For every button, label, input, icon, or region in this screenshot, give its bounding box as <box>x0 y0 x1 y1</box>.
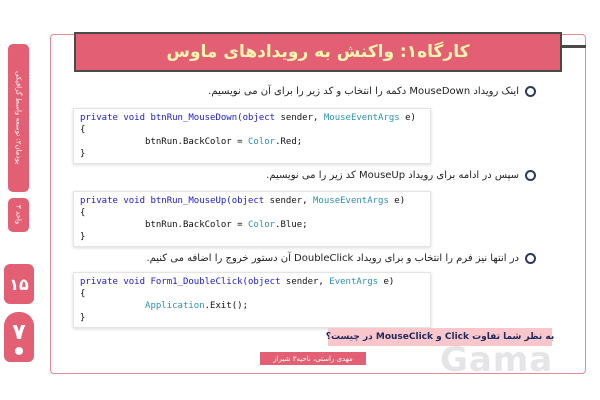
code-open-brace: { <box>80 208 86 218</box>
code-param: sender, <box>264 196 314 206</box>
code-body-suffix: .Exit(); <box>204 301 248 311</box>
code-signature <box>80 112 424 124</box>
code-param-type: MouseEventArgs <box>323 113 400 123</box>
lesson-number: ۷ <box>12 319 26 345</box>
code-block <box>73 108 431 164</box>
lesson-dot-icon <box>15 347 23 355</box>
code-open-brace: { <box>80 125 86 135</box>
code-sig-prefix: private void btnRun_MouseUp( <box>80 196 232 206</box>
code-body <box>80 136 424 148</box>
page-title: کارگاه۱: واکنش به رویدادهای ماوس <box>166 42 470 62</box>
code-param-type: EventArgs <box>329 277 379 287</box>
code-param: e) <box>388 196 406 206</box>
code-param-keyword: object <box>242 113 276 123</box>
side-book-title: پودمان۲: توسعه واسط گرافیکی <box>14 71 23 165</box>
bullet-text: اینک رویداد MouseDown دکمه را انتخاب و کد زیر را برای آن می نویسیم. <box>208 86 519 97</box>
side-book-title-strip <box>8 44 29 192</box>
code-param: sender, <box>275 113 324 123</box>
bullet-circle-icon <box>525 170 536 181</box>
code-body <box>80 300 424 312</box>
code-block <box>73 191 431 247</box>
code-open-brace: { <box>80 289 86 299</box>
side-unit-strip <box>8 198 29 232</box>
code-param: sender, <box>280 277 330 287</box>
page-number-badge: ۱۵ <box>4 264 34 304</box>
code-param-type: MouseEventArgs <box>313 196 389 206</box>
bullet-item <box>208 86 536 97</box>
code-body-suffix: .Red; <box>275 137 303 147</box>
code-body-suffix: .Blue; <box>275 220 308 230</box>
code-param-keyword: object <box>231 196 265 206</box>
code-param-keyword: object <box>247 277 281 287</box>
bullet-text: سپس در ادامه برای رویداد MouseUp کد زیر را می نویسیم. <box>266 170 519 181</box>
code-param: e) <box>399 113 416 123</box>
code-sig-prefix: private void Form1_DoubleClick( <box>80 277 248 287</box>
code-signature <box>80 195 424 207</box>
code-body-prefix <box>80 301 145 311</box>
code-body-type: Application <box>145 301 205 311</box>
code-body-prefix: btnRun.BackColor = <box>80 220 248 230</box>
code-sig-prefix: private void btnRun_MouseDown( <box>80 113 243 123</box>
code-block <box>73 272 431 328</box>
code-signature <box>80 276 424 288</box>
watermark-logo: Gama <box>440 340 554 380</box>
side-unit: واحد ۳ <box>14 205 23 225</box>
bullet-circle-icon <box>525 253 536 264</box>
bullet-item <box>266 170 536 181</box>
code-close-brace: } <box>80 149 86 159</box>
title-banner <box>74 32 562 72</box>
lesson-number-badge <box>4 312 34 362</box>
code-close-brace: } <box>80 232 86 242</box>
code-param: e) <box>378 277 395 287</box>
code-close-brace: } <box>80 313 86 323</box>
title-bar-tail <box>562 45 586 48</box>
bullet-item <box>146 253 536 264</box>
author-credit: مهدی راستی، ناحیه۳ شیراز <box>260 352 366 365</box>
code-body-type: Color <box>247 220 276 230</box>
question-box: به نظر شما تفاوت Click و MouseClick در چیست؟ <box>328 328 552 346</box>
code-body-prefix: btnRun.BackColor = <box>80 137 248 147</box>
bullet-text: در انتها نیز فرم را انتخاب و برای رویداد DoubleClick آن دستور خروج را اضافه می کنیم. <box>146 253 519 264</box>
code-body-type: Color <box>247 137 276 147</box>
bullet-circle-icon <box>525 86 536 97</box>
code-body <box>80 219 424 231</box>
